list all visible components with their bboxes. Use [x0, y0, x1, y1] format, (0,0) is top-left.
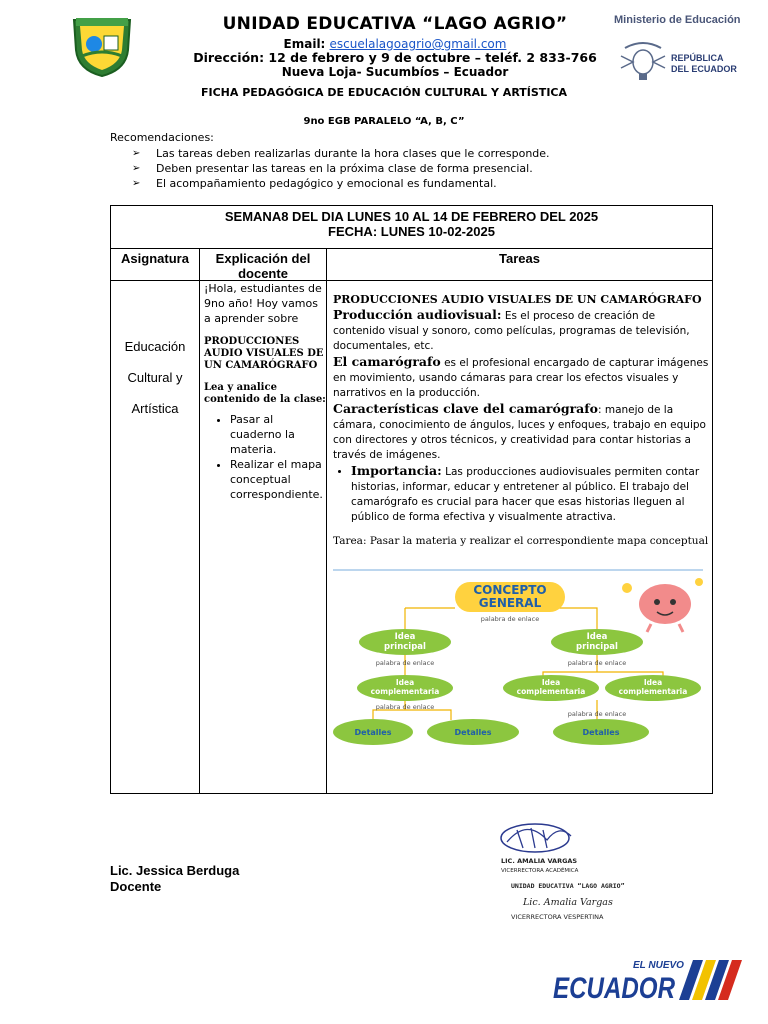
school-email [140, 37, 650, 51]
list-item: • Pasar al cuaderno la materia. [230, 412, 326, 457]
idea-principal-label: Idea [586, 632, 608, 642]
instruction-text: Lea y analice contenido de la clase: [204, 382, 326, 405]
brand-small: EL NUEVO [633, 960, 684, 971]
detalles-label: Detalles [582, 728, 620, 737]
tasks-title: PRODUCCIONES AUDIO VISUALES DE UN CAMARÓGRAFO [333, 293, 702, 306]
recommendations-list [132, 146, 550, 191]
idea-complementaria-label: complementaria [516, 687, 586, 696]
school-logo [70, 14, 134, 78]
ecuador-shield-icon [617, 38, 669, 82]
importance-list [333, 463, 709, 525]
detalles-label: Detalles [454, 728, 492, 737]
school-name: UNIDAD EDUCATIVA “LAGO AGRIO” [222, 14, 568, 34]
list-item: ➢ El acompañamiento pedagógico y emocional es fundamental. [132, 177, 497, 190]
stamp-school: UNIDAD EDUCATIVA “LAGO AGRIO” [511, 882, 625, 890]
paragraph: Producción audiovisual: Es el proceso de creación de contenido visual y sonoro, como películas, programas de televisión, documentales, etc. [333, 307, 690, 352]
concept-map-image [333, 568, 703, 748]
idea-complementaria-label: Idea [395, 678, 415, 687]
greeting-text: ¡Hola, estudiantes de 9no año! Hoy vamos a aprender sobre [204, 282, 322, 325]
signature-scribble-icon [501, 824, 571, 852]
table-divider [111, 280, 712, 281]
topic-text: PRODUCCIONES AUDIO VISUALES DE UN CAMARÓGRAFO [204, 336, 324, 371]
concept-general-label: CONCEPTO [473, 583, 547, 597]
idea-principal-label: principal [384, 642, 426, 652]
recommendations-title: Recomendaciones: [110, 131, 214, 144]
brand-big: ECUADOR [553, 972, 676, 1004]
ministry-label: Ministerio de Educación [614, 14, 741, 26]
subject-cell: Educación Cultural y Artística [124, 339, 186, 416]
signature-stamp [497, 812, 637, 932]
table-divider [111, 248, 712, 249]
column-header-subject: Asignatura [121, 251, 189, 266]
assignment-text: Tarea: Pasar la materia y realizar el correspondiente mapa conceptual [333, 535, 709, 547]
stamp-role2: VICERRECTORA VESPERTINA [511, 913, 604, 921]
idea-complementaria-label: Idea [541, 678, 561, 687]
table-divider [199, 248, 200, 793]
teacher-role: Docente [110, 879, 162, 894]
el-nuevo-ecuador-logo [553, 956, 743, 1004]
idea-principal-label: principal [576, 642, 618, 652]
link-word-label: palabra de enlace [567, 659, 627, 667]
tasks-cell [333, 292, 709, 549]
list-item: ➢ Las tareas deben realizarlas durante la hora clases que le corresponde. [132, 147, 550, 160]
school-city: Nueva Loja- Sucumbíos – Ecuador [281, 65, 509, 79]
arrow-bullet-icon: ➢ [132, 163, 141, 174]
column-header-explanation: Explicación del docente [215, 251, 311, 281]
email-label: Email: [283, 37, 326, 51]
list-item: • Importancia: Las producciones audiovisuales permiten contar historias, informar, educar y entretener al público. El trabajo del camarógrafo es crucial para hacer que esas historias lleguen al público de forma efectiva y visualmente atractiva. [351, 463, 709, 525]
flag-stripes-icon [679, 960, 742, 1000]
arrow-bullet-icon: ➢ [132, 148, 141, 159]
republica-label: REPÚBLICA DEL ECUADOR [671, 53, 737, 74]
arrow-bullet-icon: ➢ [132, 178, 141, 189]
detalles-label: Detalles [354, 728, 392, 737]
list-item: ➢ Deben presentar las tareas en la próxima clase de forma presencial. [132, 162, 533, 175]
paragraph: El camarógrafo es el profesional encargado de capturar imágenes en movimiento, usando cámaras para crear los efectos visuales y narrativos en la producción. [333, 354, 709, 399]
school-address: Dirección: 12 de febrero y 9 de octubre – teléf. 2 833-766 [193, 50, 597, 65]
concept-general-label: GENERAL [478, 596, 542, 610]
link-word-label: palabra de enlace [375, 703, 435, 711]
teacher-signature-block [110, 863, 239, 895]
list-item: • Realizar el mapa conceptual correspondiente. [230, 457, 326, 502]
link-word-label: palabra de enlace [567, 710, 627, 718]
idea-complementaria-label: complementaria [370, 687, 440, 696]
idea-complementaria-label: complementaria [618, 687, 688, 696]
paragraph: Características clave del camarógrafo: manejo de la cámara, conocimiento de ángulos, luces y enfoques, trabajo en equipo con directores y otros técnicos, y creatividad para contar historias a través de imágenes. [333, 401, 706, 461]
ficha-title: FICHA PEDAGÓGICA DE EDUCACIÓN CULTURAL Y ARTÍSTICA [201, 86, 567, 99]
link-word-label: palabra de enlace [480, 615, 540, 623]
link-word-label: palabra de enlace [375, 659, 435, 667]
stamp-role: VICERRECTORA ACADÉMICA [501, 868, 579, 874]
course-label: 9no EGB PARALELO “A, B, C” [303, 116, 465, 127]
stamp-signature: Lic. Amalia Vargas [523, 897, 613, 908]
idea-principal-label: Idea [394, 632, 416, 642]
explanation-cell [204, 281, 326, 502]
explanation-bullets [204, 412, 326, 502]
teacher-name: Lic. Jessica Berduga [110, 863, 240, 878]
table-divider [326, 248, 327, 793]
week-heading: SEMANA8 DEL DIA LUNES 10 AL 14 DE FEBRERO DEL 2025 FECHA: LUNES 10-02-2025 [224, 209, 599, 239]
email-link[interactable]: escuelalagoagrio@gmail.com [329, 37, 507, 51]
idea-complementaria-label: Idea [643, 678, 663, 687]
stamp-name: LIC. AMALIA VARGAS [501, 857, 578, 865]
column-header-tasks: Tareas [499, 251, 540, 266]
